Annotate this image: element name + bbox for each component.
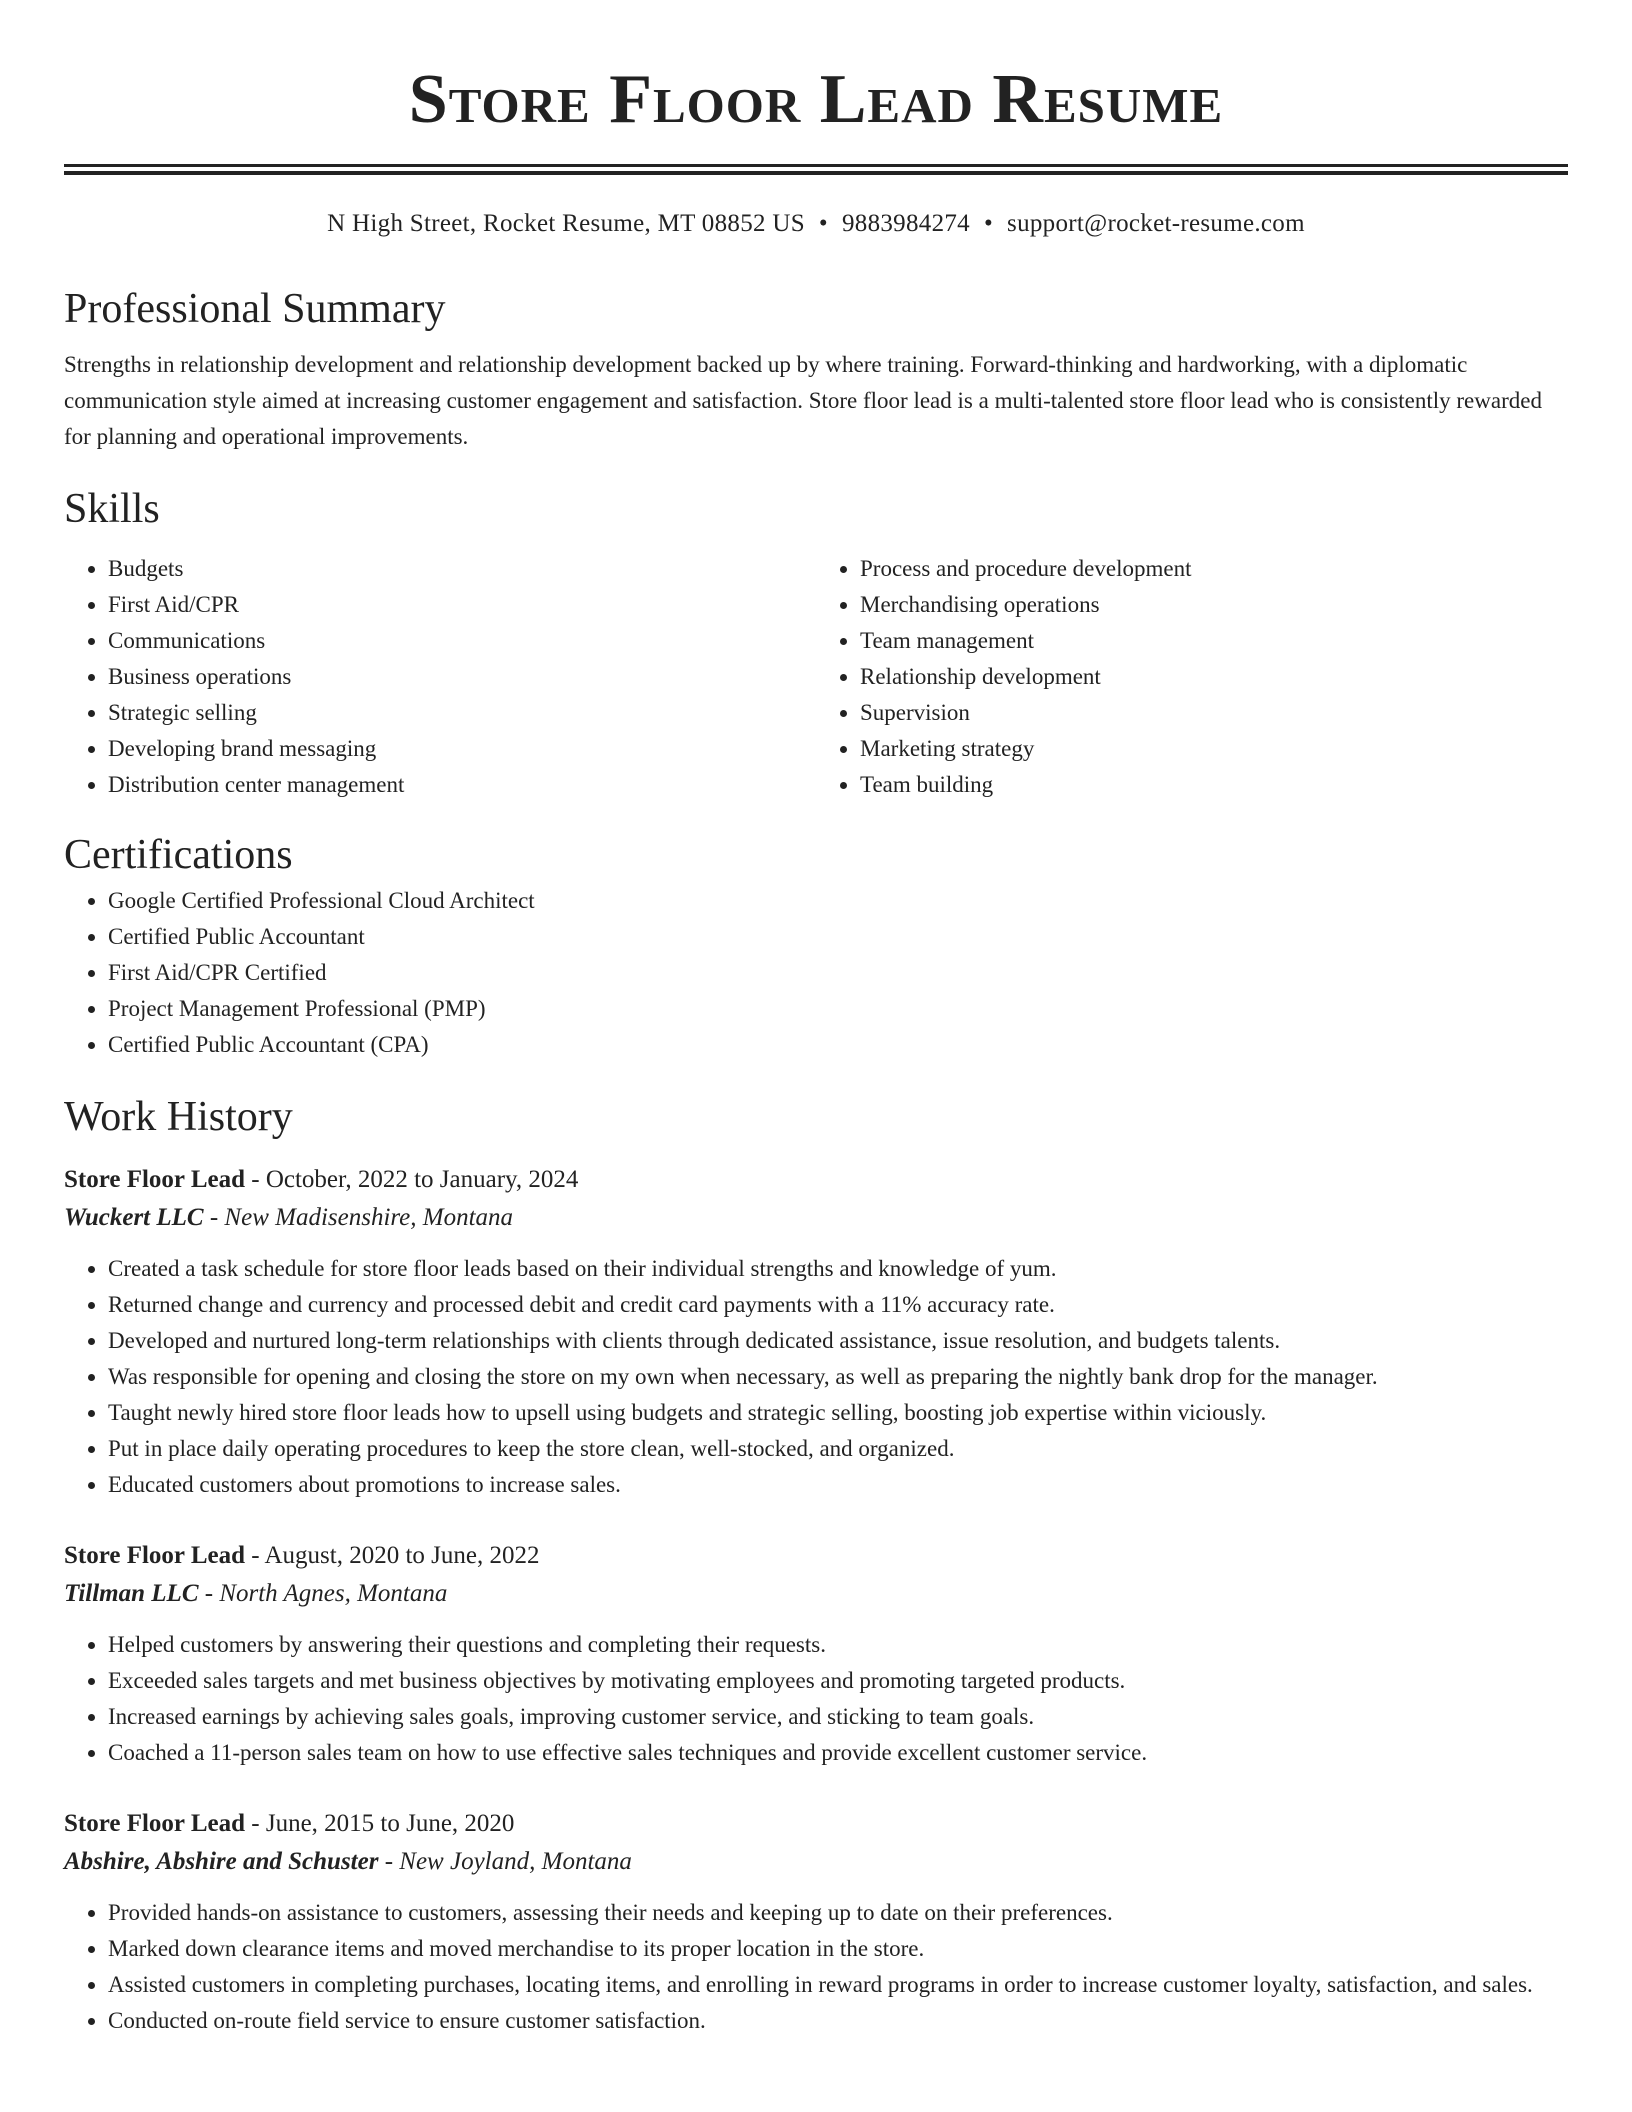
skill-item: • Communications <box>108 623 816 659</box>
contact-separator: • <box>818 210 828 237</box>
skill-item: • Supervision <box>860 695 1568 731</box>
skill-item: • Relationship development <box>860 659 1568 695</box>
summary-text: Strengths in relationship development and relationship development backed up by where training. Forward-thinking and hardworking, with a diplomatic communication style aimed at increasing customer engagement and satisfaction. Store floor lead is a multi-talented store floor lead who is consistently rewarded for planning and operational improvements. <box>64 352 1542 449</box>
certification-item: • Project Management Professional (PMP) <box>108 991 1568 1027</box>
skills-list-left <box>64 551 816 803</box>
certification-item: • Certified Public Accountant (CPA) <box>108 1027 1568 1063</box>
title-double-rule <box>64 164 1568 175</box>
skill-item: • Marketing strategy <box>860 731 1568 767</box>
job-heading <box>64 1161 1568 1199</box>
job-bullet: • Taught newly hired store floor leads how to upsell using budgets and strategic selling, boosting job expertise within viciously. <box>108 1395 1568 1431</box>
job-bullet: • Coached a 11-person sales team on how to use effective sales techniques and provide excellent customer service. <box>108 1735 1568 1771</box>
job-title: Store Floor Lead <box>64 1542 246 1569</box>
section-title-certifications: Certifications <box>64 832 293 878</box>
job-bullets <box>64 1895 1568 2039</box>
skill-item: • Distribution center management <box>108 767 816 803</box>
company-name: Tillman LLC <box>64 1580 199 1607</box>
job-bullet: • Developed and nurtured long-term relationships with clients through dedicated assistance, issue resolution, and budgets talents. <box>108 1323 1568 1359</box>
skill-item: • First Aid/CPR <box>108 587 816 623</box>
job-bullets <box>64 1627 1568 1771</box>
skill-item: • Developing brand messaging <box>108 731 816 767</box>
skill-item: • Strategic selling <box>108 695 816 731</box>
section-title-summary: Professional Summary <box>64 286 446 332</box>
section-title-skills: Skills <box>64 486 160 532</box>
job-entry <box>64 1805 1568 2039</box>
job-bullet: • Provided hands-on assistance to customers, assessing their needs and keeping up to date on their preferences. <box>108 1895 1568 1931</box>
skills-columns <box>64 551 1568 803</box>
job-title: Store Floor Lead <box>64 1166 246 1193</box>
certifications-list <box>64 883 1568 1063</box>
certification-item: • Google Certified Professional Cloud Architect <box>108 883 1568 919</box>
job-bullet: • Helped customers by answering their questions and completing their requests. <box>108 1627 1568 1663</box>
job-bullet: • Marked down clearance items and moved merchandise to its proper location in the store. <box>108 1931 1568 1967</box>
job-bullet: • Educated customers about promotions to increase sales. <box>108 1467 1568 1503</box>
job-company-line <box>64 1199 1568 1237</box>
job-bullet: • Put in place daily operating procedures to keep the store clean, well-stocked, and organized. <box>108 1431 1568 1467</box>
job-title: Store Floor Lead <box>64 1810 246 1837</box>
job-bullet: • Increased earnings by achieving sales goals, improving customer service, and sticking to team goals. <box>108 1699 1568 1735</box>
section-title-work-history: Work History <box>64 1094 293 1140</box>
resume-title: Store Floor Lead Resume <box>408 61 1224 138</box>
skill-item: • Team building <box>860 767 1568 803</box>
job-dates: - August, 2020 to June, 2022 <box>245 1542 540 1569</box>
contact-email: support@rocket-resume.com <box>1007 210 1305 237</box>
contact-line <box>64 207 1568 241</box>
job-dates: - June, 2015 to June, 2020 <box>245 1810 515 1837</box>
company-location: - New Joyland, Montana <box>378 1848 632 1875</box>
skill-item: • Merchandising operations <box>860 587 1568 623</box>
job-company-line <box>64 1575 1568 1613</box>
job-entry <box>64 1537 1568 1771</box>
job-dates: - October, 2022 to January, 2024 <box>245 1166 579 1193</box>
job-heading <box>64 1805 1568 1843</box>
skills-list-right <box>816 551 1568 803</box>
job-heading <box>64 1537 1568 1575</box>
job-bullet: • Returned change and currency and processed debit and credit card payments with a 11% accuracy rate. <box>108 1287 1568 1323</box>
skill-item: • Team management <box>860 623 1568 659</box>
job-bullets <box>64 1251 1568 1503</box>
company-location: - North Agnes, Montana <box>198 1580 448 1607</box>
job-bullet: • Was responsible for opening and closing the store on my own when necessary, as well as preparing the nightly bank drop for the manager. <box>108 1359 1568 1395</box>
skill-item: • Process and procedure development <box>860 551 1568 587</box>
skill-item: • Budgets <box>108 551 816 587</box>
job-company-line <box>64 1843 1568 1881</box>
company-name: Wuckert LLC <box>64 1204 204 1231</box>
skill-item: • Business operations <box>108 659 816 695</box>
contact-address: N High Street, Rocket Resume, MT 08852 US <box>327 210 805 237</box>
company-location: - New Madisenshire, Montana <box>203 1204 514 1231</box>
contact-phone: 9883984274 <box>841 210 970 237</box>
job-entry <box>64 1161 1568 1503</box>
certification-item: • Certified Public Accountant <box>108 919 1568 955</box>
job-bullet: • Conducted on-route field service to ensure customer satisfaction. <box>108 2003 1568 2039</box>
job-bullet: • Assisted customers in completing purchases, locating items, and enrolling in reward programs in order to increase customer loyalty, satisfaction, and sales. <box>108 1967 1568 2003</box>
certification-item: • First Aid/CPR Certified <box>108 955 1568 991</box>
job-bullet: • Created a task schedule for store floor leads based on their individual strengths and knowledge of yum. <box>108 1251 1568 1287</box>
company-name: Abshire, Abshire and Schuster <box>64 1848 379 1875</box>
contact-separator: • <box>983 210 994 237</box>
job-bullet: • Exceeded sales targets and met business objectives by motivating employees and promoting targeted products. <box>108 1663 1568 1699</box>
